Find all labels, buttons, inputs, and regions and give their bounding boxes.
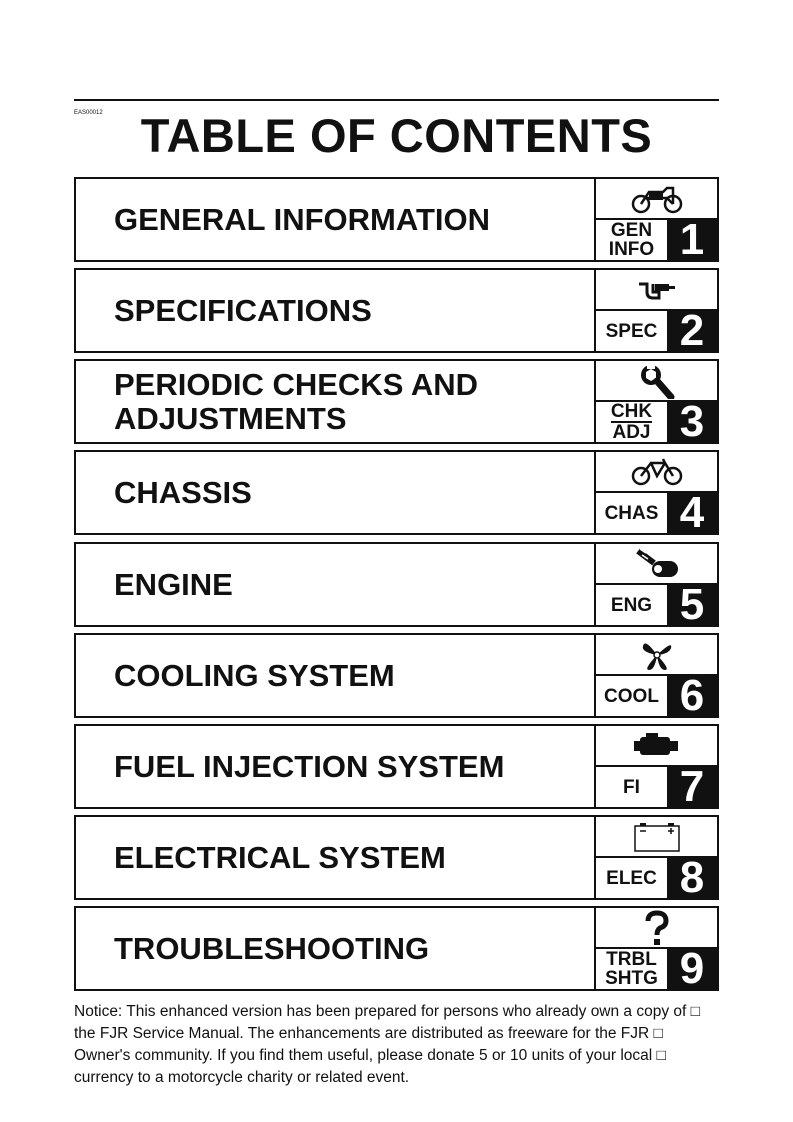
notice-line: currency to a motorcycle charity or related event.	[74, 1069, 410, 1086]
tab-abbr: SPEC	[605, 320, 658, 342]
section-label: ELECTRICAL SYSTEM	[76, 817, 596, 898]
caliper-icon	[596, 270, 717, 311]
tab-abbr-line2: SHTG	[605, 968, 658, 989]
section-number: 7	[667, 767, 717, 807]
notice-line: Owner's community. If you find them useful, please donate 5 or 10 units of your local □	[74, 1047, 666, 1064]
toc-row-engine[interactable]	[74, 542, 719, 627]
section-label: FUEL INJECTION SYSTEM	[76, 726, 596, 807]
tab-abbr: ELEC	[606, 867, 657, 889]
piston-icon	[596, 544, 717, 585]
tab-abbr: FI	[623, 776, 640, 798]
notice-line: Notice: This enhanced version has been prepared for persons who already own a copy of □	[74, 1003, 701, 1020]
section-label: CHASSIS	[76, 452, 596, 533]
section-tab	[596, 544, 717, 629]
section-tab	[596, 270, 717, 355]
section-number: 4	[667, 493, 717, 533]
page-title: TABLE OF CONTENTS	[140, 109, 653, 162]
section-number: 1	[667, 220, 717, 260]
tab-abbr-line1: CHK	[610, 401, 653, 422]
section-label: TROUBLESHOOTING	[76, 908, 596, 989]
section-label: SPECIFICATIONS	[76, 270, 596, 351]
question-icon	[596, 908, 717, 947]
section-label-line2: ADJUSTMENTS	[114, 400, 347, 436]
bike-frame-icon	[596, 452, 717, 493]
section-tab	[596, 635, 717, 720]
section-label: ENGINE	[76, 544, 596, 625]
toc-row-general-information[interactable]	[74, 177, 719, 262]
tab-abbr-line2: ADJ	[612, 422, 651, 443]
section-number: 8	[667, 858, 717, 898]
tab-abbr-line1: TRBL	[606, 949, 657, 970]
top-rule	[74, 99, 719, 101]
motorcycle-icon	[596, 179, 717, 220]
toc-row-chassis[interactable]	[74, 450, 719, 535]
section-tab	[596, 817, 717, 902]
section-number: 2	[667, 311, 717, 351]
section-number: 5	[667, 585, 717, 625]
section-number: 3	[667, 402, 717, 442]
tab-abbr: ENG	[610, 594, 653, 616]
toc-row-fuel-injection-system[interactable]	[74, 724, 719, 809]
section-label-line1: PERIODIC CHECKS AND	[114, 366, 478, 402]
notice-line: the FJR Service Manual. The enhancements are distributed as freeware for the FJR □	[74, 1025, 663, 1042]
battery-icon	[596, 817, 717, 858]
section-label: GENERAL INFORMATION	[76, 179, 596, 260]
notice-text	[74, 1001, 724, 1089]
engine-icon	[596, 726, 717, 767]
tab-abbr-line2: INFO	[608, 239, 655, 260]
toc-row-periodic-checks[interactable]	[74, 359, 719, 444]
tab-abbr-line1: GEN	[610, 220, 653, 241]
toc-row-electrical-system[interactable]	[74, 815, 719, 900]
fan-icon	[596, 635, 717, 676]
section-tab	[596, 452, 717, 537]
tab-abbr: CHAS	[604, 502, 659, 524]
toc-row-troubleshooting[interactable]	[74, 906, 719, 991]
section-label	[76, 361, 596, 442]
document-code: EAS00012	[74, 110, 103, 116]
toc-row-cooling-system[interactable]	[74, 633, 719, 718]
section-label: COOLING SYSTEM	[76, 635, 596, 716]
section-tab	[596, 179, 717, 264]
section-tab	[596, 726, 717, 811]
wrench-icon	[596, 361, 717, 402]
toc-row-specifications[interactable]	[74, 268, 719, 353]
tab-abbr: COOL	[604, 685, 659, 707]
section-tab	[596, 908, 717, 993]
section-number: 9	[667, 949, 717, 989]
section-tab	[596, 361, 717, 446]
section-number: 6	[667, 676, 717, 716]
